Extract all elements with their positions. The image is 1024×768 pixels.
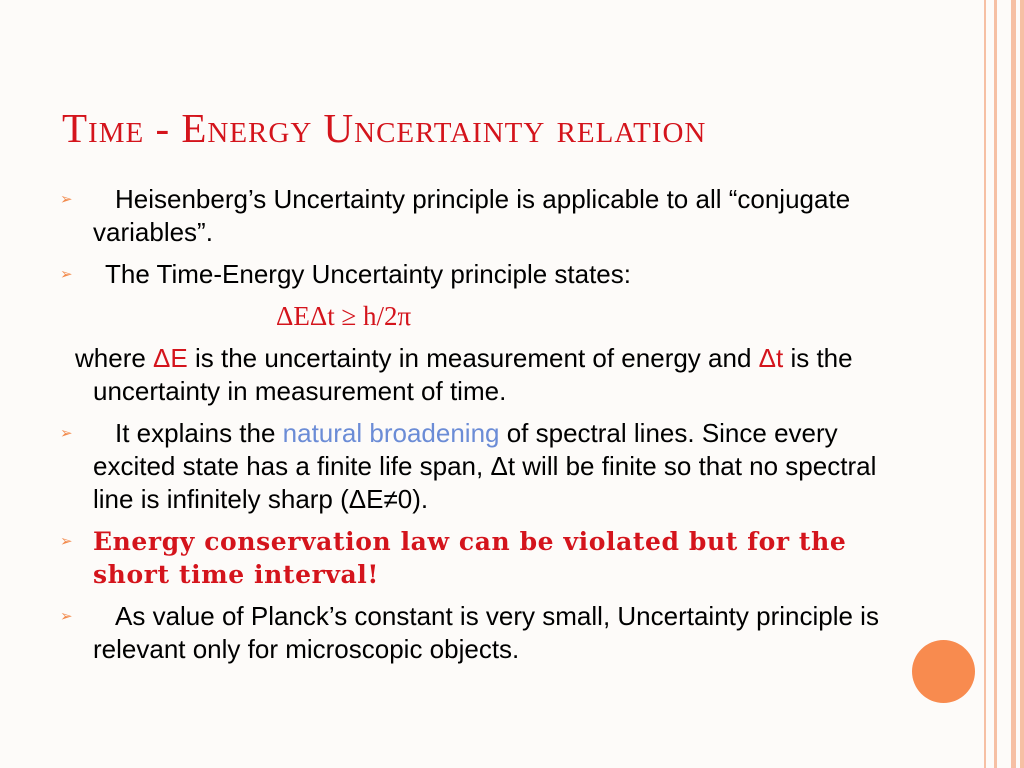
emphasis-text: Energy conservation law can be violated but for the short time interval! — [93, 527, 847, 589]
bullet-item-energy-conservation — [60, 525, 890, 591]
uncertainty-equation: ΔEΔt ≥ h/2π — [276, 301, 412, 331]
slide-title: Time - Energy Uncertainty relation — [62, 105, 707, 151]
side-stripe — [1020, 0, 1024, 768]
bullet-item-broadening — [60, 417, 890, 516]
bullet-arrow-icon: ➢ — [60, 424, 73, 442]
slide-body — [60, 183, 890, 675]
where-text: is the uncertainty in measurement of energy and — [187, 343, 759, 373]
delta-t-symbol: Δt — [758, 343, 784, 373]
side-stripe — [984, 0, 986, 768]
bullet-text: Heisenberg’s Uncertainty principle is applicable to all “conjugate variables”. — [93, 184, 851, 247]
bullet-text: It explains the — [115, 418, 283, 448]
delta-e-symbol: ΔE — [153, 343, 188, 373]
bullet-arrow-icon: ➢ — [60, 190, 73, 208]
bullet-text: of spectral lines. Since every excited state has a finite life span, Δt will be finite so that no spectral line is infinitely sharp (ΔE≠0). — [93, 418, 877, 514]
bullet-arrow-icon: ➢ — [60, 532, 73, 550]
decorative-circle-icon — [912, 640, 975, 703]
side-stripe — [1011, 0, 1016, 768]
bullet-item-planck — [60, 600, 890, 666]
natural-broadening-highlight: natural broadening — [282, 418, 500, 448]
bullet-arrow-icon: ➢ — [60, 265, 73, 283]
side-stripe — [994, 0, 997, 768]
bullet-arrow-icon: ➢ — [60, 607, 73, 625]
bullet-text: The Time-Energy Uncertainty principle states: — [105, 259, 631, 289]
bullet-item-conjugate — [60, 183, 890, 249]
where-text: is the uncertainty in measurement of time. — [93, 343, 853, 406]
bullet-text: As value of Planck’s constant is very small, Uncertainty principle is relevant only for microscopic objects. — [93, 601, 879, 664]
where-text: where — [75, 343, 154, 373]
where-paragraph — [60, 342, 890, 408]
bullet-item-time-energy — [60, 258, 890, 291]
